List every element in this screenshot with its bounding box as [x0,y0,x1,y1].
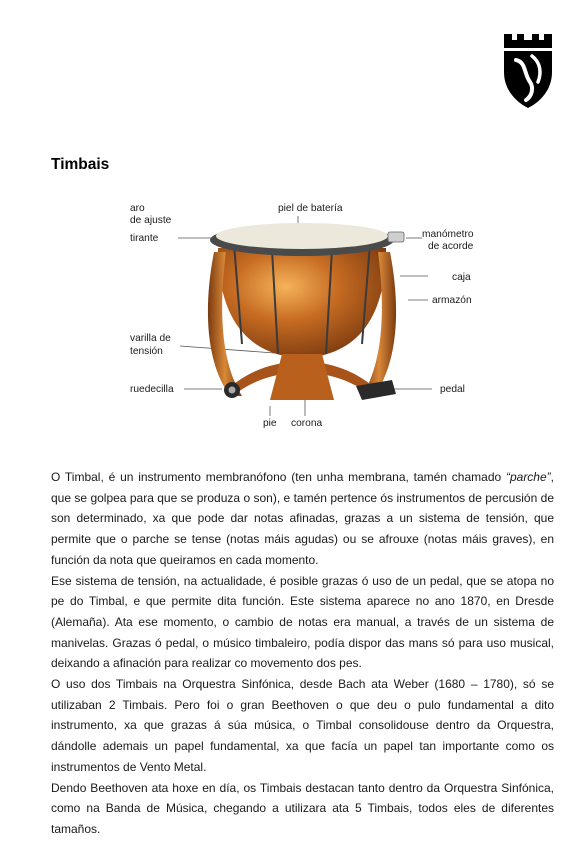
label-pie: pie [263,418,277,429]
label-varilla-1: varilla de [130,333,171,344]
timpani-diagram [122,194,482,440]
parche-emphasis: “parche” [505,470,551,484]
paragraph-2: Ese sistema de tensión, na actualidade, é posible grazas ó uso de un pedal, que se atopa no pe do Timbal, e que permite dita función. Este sistema aparece no ano 1870, en Dresde (Alemaña). Ata ese momento, o cambio de notas era manual, a través de un sistema de manivelas. Grazas ó pedal, o músico timbaleiro, podía dispor das mans só para uso musical, deixando a afinación para realizar co movemento dos pes. [51,573,554,671]
label-manometro-2: de acorde [428,241,474,252]
label-aro: aro [130,203,145,214]
label-manometro-1: manómetro [422,229,474,240]
label-ruedecilla: ruedecilla [130,384,174,395]
label-aro-ajuste: de ajuste [130,215,172,226]
article-body [51,467,554,840]
label-tirante: tirante [130,233,159,244]
label-corona: corona [291,418,323,429]
page-title: Timbais [51,156,110,173]
label-pedal: pedal [440,384,465,395]
paragraph-1: O Timbal, é un instrumento membranófono (ten unha membrana, tamén chamado “parche”, que se golpea para que se produza o son), e tamén pertence ós instrumentos de percusión de son determinado, xa que pode dar notas afinadas, grazas a un sistema de tensión, que permite que o parche se tense (notas máis agudas) ou se afrouxe (notas máis graves), en función da nota que queiramos en cada momento. [51,470,554,567]
label-caja: caja [452,272,471,283]
paragraph-3: O uso dos Timbais na Orquestra Sinfónica, desde Bach ata Weber (1680 – 1780), só se utilizaban 2 Timbais. Pero foi o gran Beethoven o que deu o pulo fundamental a dito instrumento, xa que grazas á súa música, o Timbal consolidouse dentro da Orquestra, dándolle ademais un papel fundamental, xa que facía un papel tan importante como os instrumentos de Vento Metal. [51,677,554,774]
paragraph-4: Dendo Beethoven ata hoxe en día, os Timbais destacan tanto dentro da Orquestra Sinfónica, como na Banda de Música, chegando a utilizara ata 5 Timbais, todos eles de diferentes tamaños. [51,780,554,836]
label-varilla-2: tensión [130,346,163,357]
shield-castle-icon [502,32,554,110]
label-armazon: armazón [432,295,472,306]
label-piel: piel de batería [278,203,343,214]
